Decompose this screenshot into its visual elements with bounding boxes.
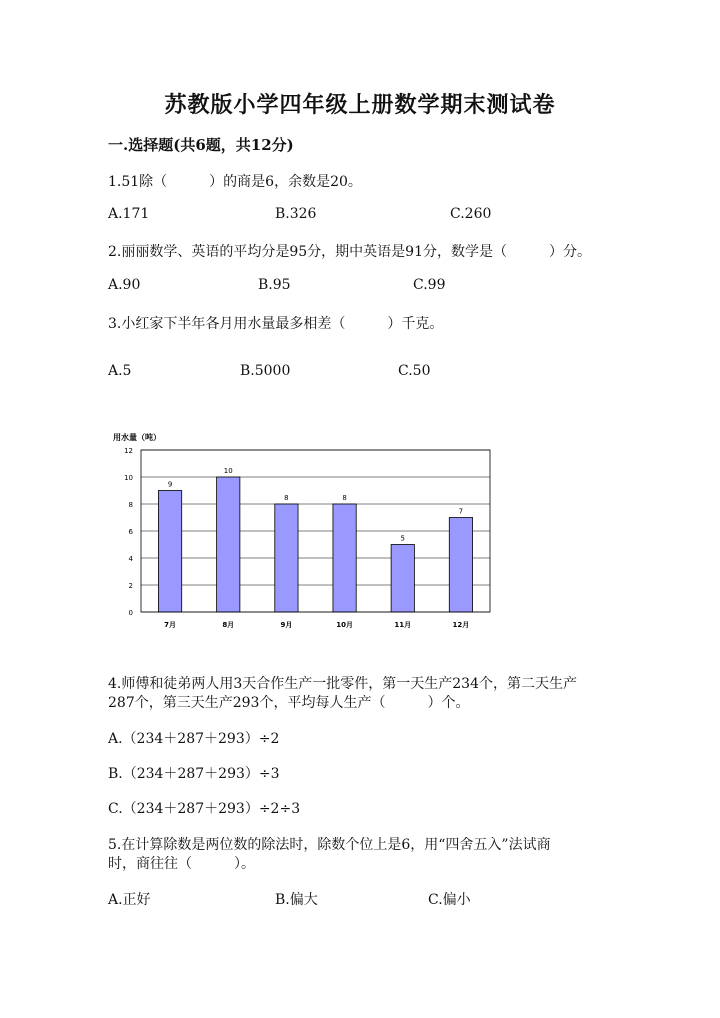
chart-x-tick-label: 8月 bbox=[222, 621, 235, 629]
chart-x-tick-label: 12月 bbox=[452, 621, 470, 629]
chart-y-tick-label: 10 bbox=[124, 474, 133, 482]
chart-bar bbox=[391, 545, 414, 613]
chart-x-tick-label: 9月 bbox=[280, 621, 293, 629]
chart-x-ticks bbox=[164, 621, 469, 629]
question-4-option-c[interactable]: C.（234＋287＋293）÷2÷3 bbox=[108, 801, 301, 817]
water-usage-bar-chart bbox=[105, 428, 505, 638]
chart-bar bbox=[333, 504, 356, 612]
chart-x-tick-label: 7月 bbox=[164, 621, 177, 629]
chart-x-tick-label: 10月 bbox=[336, 621, 353, 629]
chart-y-tick-label: 4 bbox=[128, 555, 133, 563]
chart-y-ticks bbox=[124, 447, 133, 617]
question-5-option-a[interactable]: A.正好 bbox=[108, 892, 151, 908]
question-5-text-line-2: 时，商往往（ ）。 bbox=[108, 856, 255, 872]
question-5-option-b[interactable]: B.偏大 bbox=[275, 892, 318, 908]
chart-data-label: 8 bbox=[284, 494, 289, 502]
chart-data-label: 8 bbox=[342, 494, 347, 502]
chart-data-label: 5 bbox=[400, 534, 405, 543]
question-4-option-a[interactable]: A.（234＋287＋293）÷2 bbox=[108, 731, 280, 747]
question-3-text: 3.小红家下半年各月用水量最多相差（ ）千克。 bbox=[108, 316, 444, 332]
section-heading: 一.选择题(共6题，共12分) bbox=[108, 136, 294, 154]
chart-bar bbox=[158, 491, 181, 613]
question-5-option-c[interactable]: C.偏小 bbox=[428, 892, 471, 908]
question-4-text-line-1: 4.师傅和徒弟两人用3天合作生产一批零件，第一天生产234个，第二天生产 bbox=[108, 676, 577, 692]
chart-data-label: 9 bbox=[167, 480, 173, 489]
question-2-option-c[interactable]: C.99 bbox=[413, 277, 446, 293]
chart-bars bbox=[158, 467, 472, 612]
chart-y-tick-label: 0 bbox=[128, 609, 133, 617]
question-3-option-c[interactable]: C.50 bbox=[398, 363, 431, 379]
chart-y-tick-label: 2 bbox=[128, 582, 133, 590]
question-1-text: 1.51除（ ）的商是6，余数是20。 bbox=[108, 174, 362, 190]
chart-data-label: 7 bbox=[458, 507, 464, 516]
chart-x-tick-label: 11月 bbox=[394, 621, 412, 629]
question-2-option-b[interactable]: B.95 bbox=[258, 277, 291, 293]
chart-data-label: 10 bbox=[223, 467, 233, 475]
question-3-option-b[interactable]: B.5000 bbox=[240, 363, 291, 379]
question-4-option-b[interactable]: B.（234＋287＋293）÷3 bbox=[108, 766, 280, 782]
question-5-text-line-1: 5.在计算除数是两位数的除法时，除数个位上是6，用“四舍五入”法试商 bbox=[108, 837, 551, 853]
question-2-option-a[interactable]: A.90 bbox=[108, 277, 141, 293]
chart-bar bbox=[217, 477, 240, 612]
chart-y-tick-label: 6 bbox=[128, 528, 133, 536]
chart-y-axis-label: 用水量（吨） bbox=[113, 433, 161, 442]
question-3-option-a[interactable]: A.5 bbox=[108, 363, 132, 379]
question-1-option-b[interactable]: B.326 bbox=[275, 206, 317, 222]
chart-bar bbox=[449, 518, 472, 613]
chart-y-tick-label: 8 bbox=[128, 501, 133, 509]
chart-gridlines bbox=[141, 450, 490, 612]
question-1-option-c[interactable]: C.260 bbox=[450, 206, 492, 222]
question-4-text-line-2: 287个，第三天生产293个，平均每人生产（ ）个。 bbox=[108, 695, 470, 711]
question-2-text: 2.丽丽数学、英语的平均分是95分，期中英语是91分，数学是（ ）分。 bbox=[108, 244, 591, 260]
question-1-option-a[interactable]: A.171 bbox=[108, 206, 150, 222]
page-title: 苏教版小学四年级上册数学期末测试卷 bbox=[164, 92, 556, 118]
chart-bar bbox=[275, 504, 298, 612]
chart-y-tick-label: 12 bbox=[124, 447, 133, 455]
